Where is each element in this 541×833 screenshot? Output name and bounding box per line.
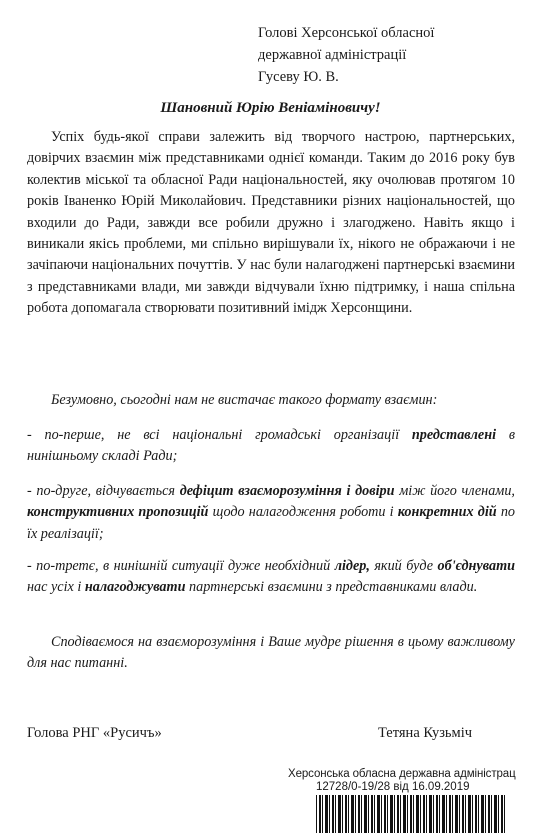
item-second-pre: - по-друге, відчувається [27, 483, 180, 499]
list-item-first [27, 425, 515, 468]
item-first-post: в нинішньому складі Ради; [27, 427, 515, 465]
item-third-mid-1: який буде [369, 558, 438, 574]
stamp-registration-number: 12728/0-19/28 від 16.09.2019 [316, 781, 470, 793]
barcode-image [316, 795, 506, 833]
paragraph-lack-text: Безумовно, сьогодні нам не вистачає такого формату взаємин: [51, 392, 438, 408]
paragraph-closing [27, 632, 515, 675]
item-first-bold: представлені [411, 427, 497, 443]
list-item-second [27, 481, 515, 545]
item-third-pre: - по-третє, в нинішній ситуації дуже необхідний [27, 558, 335, 574]
salutation: Шановний Юрію Веніаміновичу! [160, 100, 381, 116]
item-second-bold-1: дефіцит взаєморозуміння і довіри [179, 483, 395, 499]
item-third-bold-1: лідер, [334, 558, 370, 574]
addressee-line-2: державної адміністрації [258, 47, 407, 63]
addressee-line-3: Гусеву Ю. В. [258, 69, 339, 85]
item-second-mid-2: щодо налагодження роботи і [208, 504, 398, 521]
item-third-bold-2: об'єднувати [437, 558, 515, 574]
addressee-block [258, 22, 434, 88]
item-second-bold-2: конструктивних пропозицій [27, 504, 209, 521]
signoff-signer-name: Тетяна Кузьміч [378, 725, 473, 741]
paragraph-main-text: Успіх будь-якої справи залежить від творчого настрою, партнерських, довірчих взаємин між представниками однієї команди. Таким до 2016 року був колектив міської та обласної Ради національностей, яку очолював протягом 10 років Іваненко Юрій Миколайович. Представники різних національностей, що входили до Ради, завжди все робили дружно і злагоджено. Навіть якщо і виникали якісь проблеми, ми спільно вирішували їх, нікого не ображаючи і не зачіпаючи національних почуттів. У нас були налагоджені партнерські взаємини з представниками влади, ми завжди відчували їхню підтримку, і наша спільна робота допомагала створювати позитивний імідж Херсонщини. [27, 129, 515, 317]
registration-stamp [288, 768, 538, 833]
list-item-third [27, 556, 515, 599]
paragraph-lack [27, 390, 515, 411]
paragraph-closing-text: Сподіваємося на взаєморозуміння і Ваше мудре рішення в цьому важливому для нас питанні. [27, 634, 515, 672]
item-third-mid-2: нас усіх і [27, 579, 85, 596]
item-second-mid-1: між його членами, [394, 483, 515, 499]
addressee-line-1: Голові Херсонської обласної [258, 25, 435, 41]
paragraph-main [27, 127, 515, 320]
item-first-pre: - по-перше, не всі національні громадські організації [27, 427, 412, 443]
item-second-post: по їх реалізації; [27, 504, 515, 542]
item-third-bold-3: налагоджувати [84, 579, 186, 596]
item-second-bold-3: конкретних дій [397, 504, 497, 521]
signoff-chairman: Голова РНГ «Русичъ» [27, 725, 162, 741]
item-third-post: партнерські взаємини з представниками влади. [185, 579, 478, 596]
stamp-organization: Херсонська обласна державна адміністрац [288, 768, 516, 780]
